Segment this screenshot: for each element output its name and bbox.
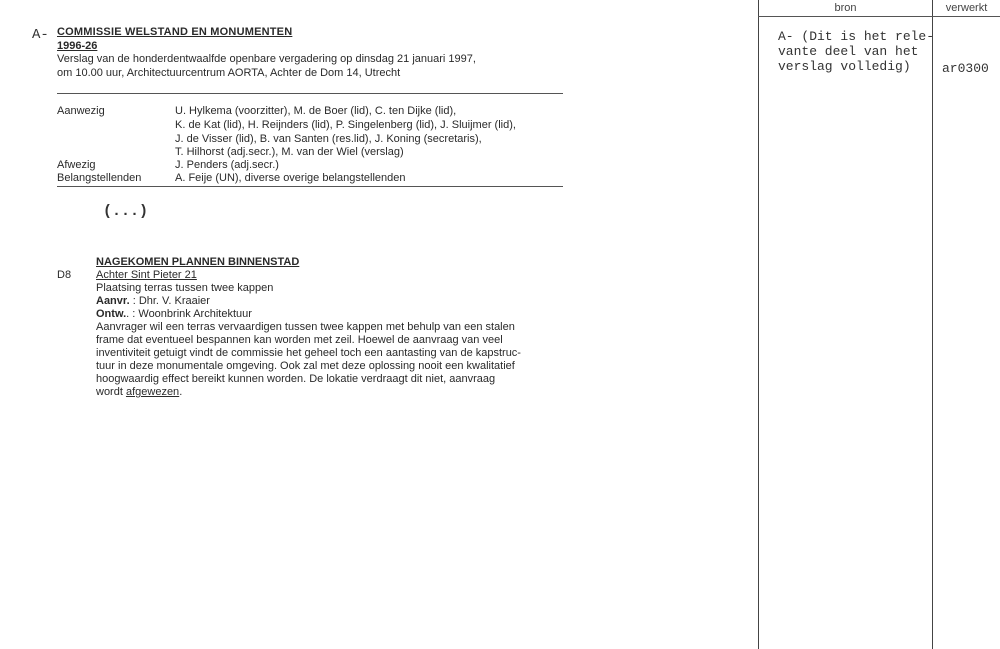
item-text-line-3: inventiviteit getuigt vindt de commissie het geheel toch een aantasting van de kapstruc- (96, 347, 521, 359)
source-note-line-2: vante deel van het (778, 44, 919, 59)
item-text-line-5: hoogwaardig effect bereikt kunnen worden. De lokatie verdraagt dit niet, aanvraag (96, 373, 496, 385)
designer-label: Ontw. (96, 308, 127, 320)
intro-line-1: Verslag van de honderdentwaalfde openbare vergadering op dinsdag 21 januari 1997, (57, 53, 476, 65)
document-year: 1996-26 (57, 40, 98, 52)
applicant-value: : Dhr. V. Kraaier (132, 295, 210, 307)
designer-value: . : Woonbrink Architektuur (126, 308, 252, 320)
item-text-line-4: tuur in deze monumentale omgeving. Ook zal met deze oplossing nooit een kwalitatief (96, 360, 515, 372)
source-note-line-1: A- (Dit is het rele- (778, 29, 935, 44)
stakeholders-label: Belangstellenden (57, 172, 142, 184)
applicant-label: Aanvr. (96, 295, 130, 307)
item-text-line-2: frame dat eventueel bespannen kan worden met zeil. Hoewel de aanvraag van veel (96, 334, 503, 346)
applicant-row (96, 295, 210, 308)
section-title: NAGEKOMEN PLANNEN BINNENSTAD (96, 256, 300, 268)
item-text-line-6 (96, 386, 182, 399)
column-rule-left (758, 0, 759, 649)
document-title: COMMISSIE WELSTAND EN MONUMENTEN (57, 26, 293, 38)
present-line-3: J. de Visser (lid), B. van Santen (res.lid), J. Koning (secretaris), (175, 133, 482, 145)
decision-prefix: wordt (96, 386, 126, 398)
margin-mark: A- (32, 27, 49, 43)
source-note-line-3: verslag volledig) (778, 59, 911, 74)
column-header-rule (758, 16, 1000, 17)
column-header-verwerkt: verwerkt (945, 2, 988, 14)
decision-suffix: . (179, 386, 183, 398)
column-rule-middle (932, 0, 933, 649)
present-line-2: K. de Kat (lid), H. Reijnders (lid), P. Singelenberg (lid), J. Sluijmer (lid), (175, 119, 516, 131)
present-line-1: U. Hylkema (voorzitter), M. de Boer (lid), C. ten Dijke (lid), (175, 105, 457, 117)
column-header-bron: bron (834, 2, 857, 14)
divider-top (57, 93, 563, 94)
stakeholders-value: A. Feije (UN), diverse overige belangstellenden (175, 172, 406, 184)
absent-value: J. Penders (adj.secr.) (175, 159, 279, 171)
item-address: Achter Sint Pieter 21 (96, 269, 197, 281)
item-text-line-1: Aanvrager wil een terras vervaardigen tussen twee kappen met behulp van een stalen (96, 321, 515, 333)
item-subject: Plaatsing terras tussen twee kappen (96, 282, 274, 294)
omission-marker: (...) (103, 203, 149, 220)
divider-bottom (57, 186, 563, 187)
archive-code: ar0300 (942, 61, 989, 76)
designer-row (96, 308, 252, 321)
present-label: Aanwezig (57, 105, 105, 117)
decision-word: afgewezen (125, 386, 180, 398)
absent-label: Afwezig (57, 159, 96, 171)
present-line-4: T. Hilhorst (adj.secr.), M. van der Wiel (verslag) (175, 146, 404, 158)
intro-line-2: om 10.00 uur, Architectuurcentrum AORTA, Achter de Dom 14, Utrecht (57, 67, 401, 79)
item-code: D8 (57, 269, 72, 281)
